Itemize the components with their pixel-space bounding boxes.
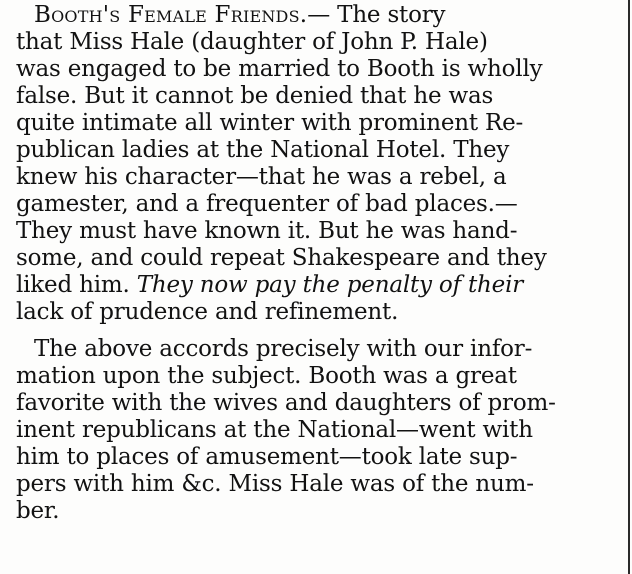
article-line: gamester, and a frequenter of bad places.— xyxy=(16,191,518,217)
article-line: ber. xyxy=(16,498,60,524)
article-line: lack of prudence and refinement. xyxy=(16,299,399,325)
article-line: was engaged to be married to Booth is wholly xyxy=(16,56,543,82)
paragraph-gap xyxy=(16,326,608,336)
article-line xyxy=(16,272,608,299)
article-line: inent republicans at the National—went with xyxy=(16,417,533,443)
article-line: that Miss Hale (daughter of John P. Hale) xyxy=(16,29,488,55)
article-line: publican ladies at the National Hotel. They xyxy=(16,137,510,163)
article xyxy=(16,2,608,525)
article-line: They must have known it. But he was hand- xyxy=(16,218,518,244)
article-text: — The story xyxy=(307,2,446,28)
article-line: quite intimate all winter with prominent Re- xyxy=(16,110,524,136)
article-line: mation upon the subject. Booth was a great xyxy=(16,363,517,389)
article-line: some, and could repeat Shakespeare and they xyxy=(16,245,547,271)
article-text: liked him. xyxy=(16,272,130,298)
column-rule xyxy=(628,0,630,574)
article-line: favorite with the wives and daughters of prom- xyxy=(16,390,556,416)
article-heading: Booth's Female Friends. xyxy=(34,2,308,28)
article-line: false. But it cannot be denied that he was xyxy=(16,83,494,109)
article-line xyxy=(16,2,608,29)
article-line: knew his character—that he was a rebel, a xyxy=(16,164,507,190)
article-line: pers with him &c. Miss Hale was of the num- xyxy=(16,471,534,497)
article-text-italic: They now pay the penalty of their xyxy=(136,272,524,298)
article-line: him to places of amusement—took late sup- xyxy=(16,444,518,470)
article-line: The above accords precisely with our infor- xyxy=(34,336,533,362)
